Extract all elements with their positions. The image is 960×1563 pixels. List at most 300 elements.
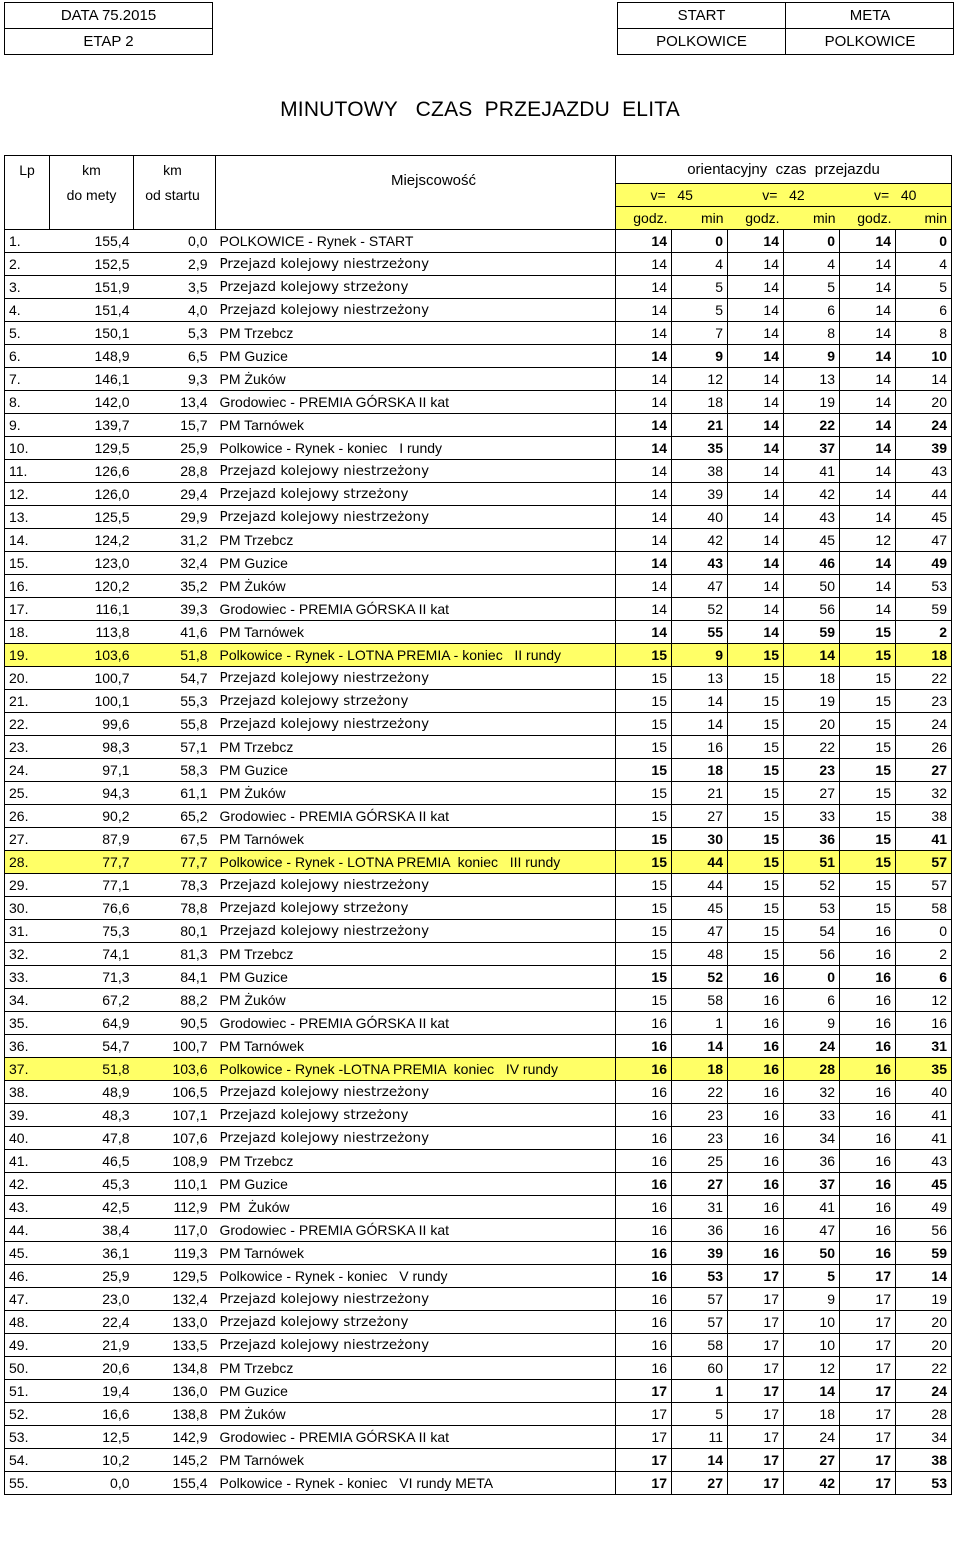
row-minute: 22 [784,414,840,437]
row-minute: 20 [896,1334,952,1357]
row-lp: 28. [5,851,50,874]
row-minute: 14 [672,1449,728,1472]
row-km-from-start: 3,5 [134,276,216,299]
row-hour: 14 [728,437,784,460]
row-minute: 12 [784,1357,840,1380]
row-minute: 8 [784,322,840,345]
row-hour: 16 [728,966,784,989]
row-lp: 33. [5,966,50,989]
row-minute: 23 [784,759,840,782]
row-km-to-finish: 139,7 [50,414,134,437]
table-row [5,690,952,713]
row-hour: 16 [840,1196,896,1219]
row-minute: 9 [784,1288,840,1311]
row-hour: 15 [728,782,784,805]
row-km-to-finish: 36,1 [50,1242,134,1265]
row-lp: 3. [5,276,50,299]
row-place: Grodowiec - PREMIA GÓRSKA II kat [216,1012,616,1035]
row-hour: 16 [840,989,896,1012]
col-km1-sub: do mety [50,184,134,207]
row-minute: 57 [672,1311,728,1334]
row-hour: 17 [840,1357,896,1380]
row-hour: 14 [840,276,896,299]
row-minute: 14 [672,713,728,736]
row-minute: 45 [896,506,952,529]
row-minute: 53 [784,897,840,920]
row-place: Przejazd kolejowy strzeżony [216,483,616,506]
hdr-minute: min [672,207,728,230]
row-hour: 14 [728,460,784,483]
row-km-to-finish: 103,6 [50,644,134,667]
row-minute: 12 [896,989,952,1012]
row-km-to-finish: 19,4 [50,1380,134,1403]
hdr-hour: godz. [616,207,672,230]
row-hour: 17 [840,1449,896,1472]
row-place: Polkowice - Rynek - koniec VI rundy META [216,1472,616,1495]
row-hour: 16 [728,1104,784,1127]
row-place: Przejazd kolejowy niestrzeżony [216,506,616,529]
row-minute: 43 [896,1150,952,1173]
row-minute: 47 [896,529,952,552]
row-hour: 15 [616,644,672,667]
row-hour: 17 [840,1265,896,1288]
row-km-to-finish: 20,6 [50,1357,134,1380]
row-hour: 16 [616,1173,672,1196]
table-row [5,667,952,690]
row-hour: 15 [616,667,672,690]
row-hour: 16 [616,1219,672,1242]
table-row [5,1311,952,1334]
row-km-to-finish: 129,5 [50,437,134,460]
row-minute: 19 [784,690,840,713]
row-place: Grodowiec - PREMIA GÓRSKA II kat [216,805,616,828]
row-hour: 14 [840,322,896,345]
table-row [5,621,952,644]
row-lp: 27. [5,828,50,851]
row-lp: 44. [5,1219,50,1242]
row-hour: 15 [616,805,672,828]
row-km-to-finish: 12,5 [50,1426,134,1449]
row-km-to-finish: 16,6 [50,1403,134,1426]
row-hour: 14 [616,414,672,437]
row-hour: 14 [728,529,784,552]
row-km-from-start: 155,4 [134,1472,216,1495]
row-km-from-start: 100,7 [134,1035,216,1058]
row-hour: 16 [728,1219,784,1242]
table-row [5,575,952,598]
row-hour: 14 [840,437,896,460]
row-minute: 7 [672,322,728,345]
row-minute: 45 [784,529,840,552]
row-km-from-start: 117,0 [134,1219,216,1242]
row-hour: 16 [616,1265,672,1288]
row-km-to-finish: 77,7 [50,851,134,874]
row-hour: 15 [728,920,784,943]
row-lp: 17. [5,598,50,621]
row-place: Przejazd kolejowy niestrzeżony [216,713,616,736]
row-hour: 14 [840,391,896,414]
row-hour: 16 [616,1311,672,1334]
row-place: PM Guzice [216,1173,616,1196]
row-km-to-finish: 98,3 [50,736,134,759]
start-label: START [677,7,726,24]
row-km-to-finish: 76,6 [50,897,134,920]
row-km-from-start: 54,7 [134,667,216,690]
row-minute: 60 [672,1357,728,1380]
row-hour: 14 [616,506,672,529]
table-row [5,1173,952,1196]
row-hour: 16 [616,1288,672,1311]
row-km-to-finish: 10,2 [50,1449,134,1472]
row-hour: 16 [840,1035,896,1058]
row-place: PM Tarnówek [216,1242,616,1265]
row-hour: 15 [616,690,672,713]
row-lp: 18. [5,621,50,644]
row-hour: 15 [840,759,896,782]
row-hour: 14 [840,414,896,437]
row-lp: 16. [5,575,50,598]
row-minute: 43 [896,460,952,483]
row-minute: 0 [672,230,728,253]
row-km-from-start: 136,0 [134,1380,216,1403]
row-km-from-start: 108,9 [134,1150,216,1173]
row-hour: 16 [728,1242,784,1265]
row-minute: 56 [784,598,840,621]
row-minute: 14 [784,1380,840,1403]
row-hour: 15 [840,644,896,667]
row-hour: 16 [616,1058,672,1081]
row-lp: 34. [5,989,50,1012]
hdr-hour: godz. [728,207,784,230]
date-label: DATA 75.2015 [60,7,157,24]
row-km-to-finish: 126,6 [50,460,134,483]
row-minute: 9 [672,644,728,667]
row-hour: 14 [616,368,672,391]
row-place: Przejazd kolejowy niestrzeżony [216,1127,616,1150]
row-minute: 5 [672,276,728,299]
row-minute: 22 [896,1357,952,1380]
row-hour: 15 [728,943,784,966]
row-hour: 15 [616,736,672,759]
row-km-to-finish: 124,2 [50,529,134,552]
row-hour: 14 [728,483,784,506]
row-hour: 15 [616,713,672,736]
row-place: Przejazd kolejowy niestrzeżony [216,299,616,322]
row-km-from-start: 25,9 [134,437,216,460]
row-hour: 14 [840,345,896,368]
row-place: PM Trzebcz [216,943,616,966]
row-lp: 48. [5,1311,50,1334]
row-km-to-finish: 142,0 [50,391,134,414]
page-title: MINUTOWY CZAS PRZEJAZDU ELITA [280,98,680,121]
row-minute: 23 [672,1104,728,1127]
row-minute: 59 [784,621,840,644]
row-km-to-finish: 99,6 [50,713,134,736]
row-km-from-start: 15,7 [134,414,216,437]
row-km-from-start: 5,3 [134,322,216,345]
row-hour: 14 [616,552,672,575]
row-lp: 1. [5,230,50,253]
row-place: PM Guzice [216,552,616,575]
row-hour: 14 [840,552,896,575]
row-hour: 16 [616,1012,672,1035]
row-km-from-start: 65,2 [134,805,216,828]
row-minute: 2 [896,943,952,966]
row-minute: 21 [672,414,728,437]
table-row [5,736,952,759]
row-minute: 36 [784,1150,840,1173]
row-km-to-finish: 46,5 [50,1150,134,1173]
row-minute: 34 [896,1426,952,1449]
row-hour: 15 [728,667,784,690]
row-lp: 52. [5,1403,50,1426]
row-km-to-finish: 126,0 [50,483,134,506]
row-km-from-start: 51,8 [134,644,216,667]
hdr-minute: min [784,207,840,230]
row-hour: 16 [840,1012,896,1035]
row-hour: 17 [840,1472,896,1495]
row-lp: 13. [5,506,50,529]
row-hour: 15 [840,713,896,736]
row-km-from-start: 4,0 [134,299,216,322]
row-place: Polkowice - Rynek - LOTNA PREMIA koniec III rundy [216,851,616,874]
row-minute: 24 [896,713,952,736]
row-km-from-start: 112,9 [134,1196,216,1219]
table-row [5,299,952,322]
row-place: Przejazd kolejowy niestrzeżony [216,1288,616,1311]
timetable [4,155,952,1495]
row-minute: 13 [784,368,840,391]
row-hour: 14 [728,322,784,345]
row-hour: 15 [840,874,896,897]
row-place: Przejazd kolejowy strzeżony [216,1104,616,1127]
table-row [5,1265,952,1288]
row-hour: 17 [840,1380,896,1403]
row-hour: 16 [728,989,784,1012]
row-minute: 19 [896,1288,952,1311]
row-lp: 51. [5,1380,50,1403]
row-hour: 14 [728,552,784,575]
row-hour: 14 [840,253,896,276]
row-place: Grodowiec - PREMIA GÓRSKA II kat [216,1219,616,1242]
table-row [5,1288,952,1311]
row-place: Polkowice - Rynek - koniec V rundy [216,1265,616,1288]
row-lp: 55. [5,1472,50,1495]
row-hour: 16 [616,1242,672,1265]
row-hour: 14 [616,437,672,460]
row-hour: 16 [728,1173,784,1196]
row-hour: 16 [840,1150,896,1173]
row-place: Przejazd kolejowy niestrzeżony [216,920,616,943]
row-place: Przejazd kolejowy niestrzeżony [216,1081,616,1104]
table-row [5,1334,952,1357]
row-place: Przejazd kolejowy niestrzeżony [216,253,616,276]
row-minute: 38 [896,805,952,828]
row-minute: 18 [784,1403,840,1426]
row-km-to-finish: 22,4 [50,1311,134,1334]
table-row [5,276,952,299]
row-minute: 18 [784,667,840,690]
row-km-from-start: 61,1 [134,782,216,805]
row-minute: 26 [896,736,952,759]
row-hour: 17 [728,1403,784,1426]
row-hour: 15 [728,644,784,667]
row-minute: 20 [896,391,952,414]
row-hour: 16 [840,920,896,943]
table-row [5,1035,952,1058]
table-row [5,1426,952,1449]
row-place: PM Żuków [216,368,616,391]
row-hour: 17 [616,1380,672,1403]
row-hour: 15 [728,874,784,897]
table-row [5,874,952,897]
row-hour: 14 [728,299,784,322]
row-hour: 15 [840,805,896,828]
table-row [5,437,952,460]
table-row [5,483,952,506]
row-km-to-finish: 87,9 [50,828,134,851]
row-minute: 27 [672,805,728,828]
table-row [5,368,952,391]
row-place: Przejazd kolejowy strzeżony [216,690,616,713]
row-minute: 43 [784,506,840,529]
row-minute: 22 [672,1081,728,1104]
table-row [5,1081,952,1104]
row-km-to-finish: 116,1 [50,598,134,621]
row-minute: 23 [896,690,952,713]
row-minute: 42 [672,529,728,552]
row-hour: 15 [840,897,896,920]
row-place: Przejazd kolejowy niestrzeżony [216,460,616,483]
row-hour: 17 [616,1426,672,1449]
row-minute: 9 [784,345,840,368]
row-place: Polkowice - Rynek - koniec I rundy [216,437,616,460]
row-place: PM Trzebcz [216,1357,616,1380]
row-lp: 7. [5,368,50,391]
row-minute: 27 [896,759,952,782]
row-minute: 9 [672,345,728,368]
table-row [5,943,952,966]
row-hour: 17 [840,1288,896,1311]
row-minute: 16 [672,736,728,759]
row-hour: 17 [728,1426,784,1449]
row-km-to-finish: 75,3 [50,920,134,943]
row-lp: 29. [5,874,50,897]
row-km-from-start: 6,5 [134,345,216,368]
row-hour: 17 [728,1334,784,1357]
row-minute: 1 [672,1380,728,1403]
table-row [5,1219,952,1242]
row-hour: 15 [616,989,672,1012]
row-km-to-finish: 148,9 [50,345,134,368]
table-row [5,1472,952,1495]
row-minute: 31 [896,1035,952,1058]
row-lp: 46. [5,1265,50,1288]
row-minute: 50 [784,1242,840,1265]
row-hour: 14 [728,253,784,276]
row-hour: 14 [728,414,784,437]
row-lp: 24. [5,759,50,782]
row-lp: 25. [5,782,50,805]
row-lp: 10. [5,437,50,460]
row-hour: 17 [728,1449,784,1472]
row-km-from-start: 103,6 [134,1058,216,1081]
row-km-to-finish: 42,5 [50,1196,134,1219]
row-lp: 22. [5,713,50,736]
row-minute: 47 [672,575,728,598]
row-minute: 27 [672,1472,728,1495]
row-minute: 57 [896,851,952,874]
row-lp: 30. [5,897,50,920]
row-km-from-start: 106,5 [134,1081,216,1104]
row-hour: 14 [728,621,784,644]
row-place: PM Guzice [216,966,616,989]
row-km-from-start: 2,9 [134,253,216,276]
row-km-from-start: 88,2 [134,989,216,1012]
table-row [5,1012,952,1035]
row-km-from-start: 28,8 [134,460,216,483]
row-hour: 17 [840,1334,896,1357]
row-minute: 5 [672,1403,728,1426]
table-row [5,529,952,552]
col-place: Miejscowość [216,156,616,207]
row-minute: 55 [672,621,728,644]
row-hour: 15 [840,621,896,644]
row-lp: 15. [5,552,50,575]
row-hour: 16 [840,1081,896,1104]
row-hour: 16 [616,1127,672,1150]
row-hour: 14 [616,253,672,276]
row-km-from-start: 133,0 [134,1311,216,1334]
row-minute: 11 [672,1426,728,1449]
row-minute: 0 [896,920,952,943]
row-hour: 16 [728,1127,784,1150]
row-km-to-finish: 47,8 [50,1127,134,1150]
row-place: PM Żuków [216,575,616,598]
row-minute: 20 [784,713,840,736]
row-km-from-start: 57,1 [134,736,216,759]
row-km-from-start: 39,3 [134,598,216,621]
row-minute: 51 [784,851,840,874]
row-minute: 49 [896,552,952,575]
table-row [5,1380,952,1403]
row-minute: 39 [672,483,728,506]
row-minute: 35 [672,437,728,460]
row-hour: 14 [728,598,784,621]
row-place: POLKOWICE - Rynek - START [216,230,616,253]
row-place: PM Tarnówek [216,414,616,437]
row-lp: 20. [5,667,50,690]
row-place: Przejazd kolejowy strzeżony [216,897,616,920]
start-place: POLKOWICE [656,33,747,50]
row-hour: 16 [728,1012,784,1035]
row-hour: 15 [616,943,672,966]
row-km-to-finish: 100,7 [50,667,134,690]
row-hour: 15 [840,782,896,805]
row-lp: 4. [5,299,50,322]
row-minute: 24 [896,414,952,437]
row-minute: 6 [896,299,952,322]
row-lp: 26. [5,805,50,828]
start-finish-box [617,2,954,55]
row-hour: 15 [728,736,784,759]
row-hour: 16 [616,1196,672,1219]
table-row [5,828,952,851]
row-km-to-finish: 38,4 [50,1219,134,1242]
row-minute: 41 [896,828,952,851]
row-lp: 45. [5,1242,50,1265]
row-minute: 13 [672,667,728,690]
